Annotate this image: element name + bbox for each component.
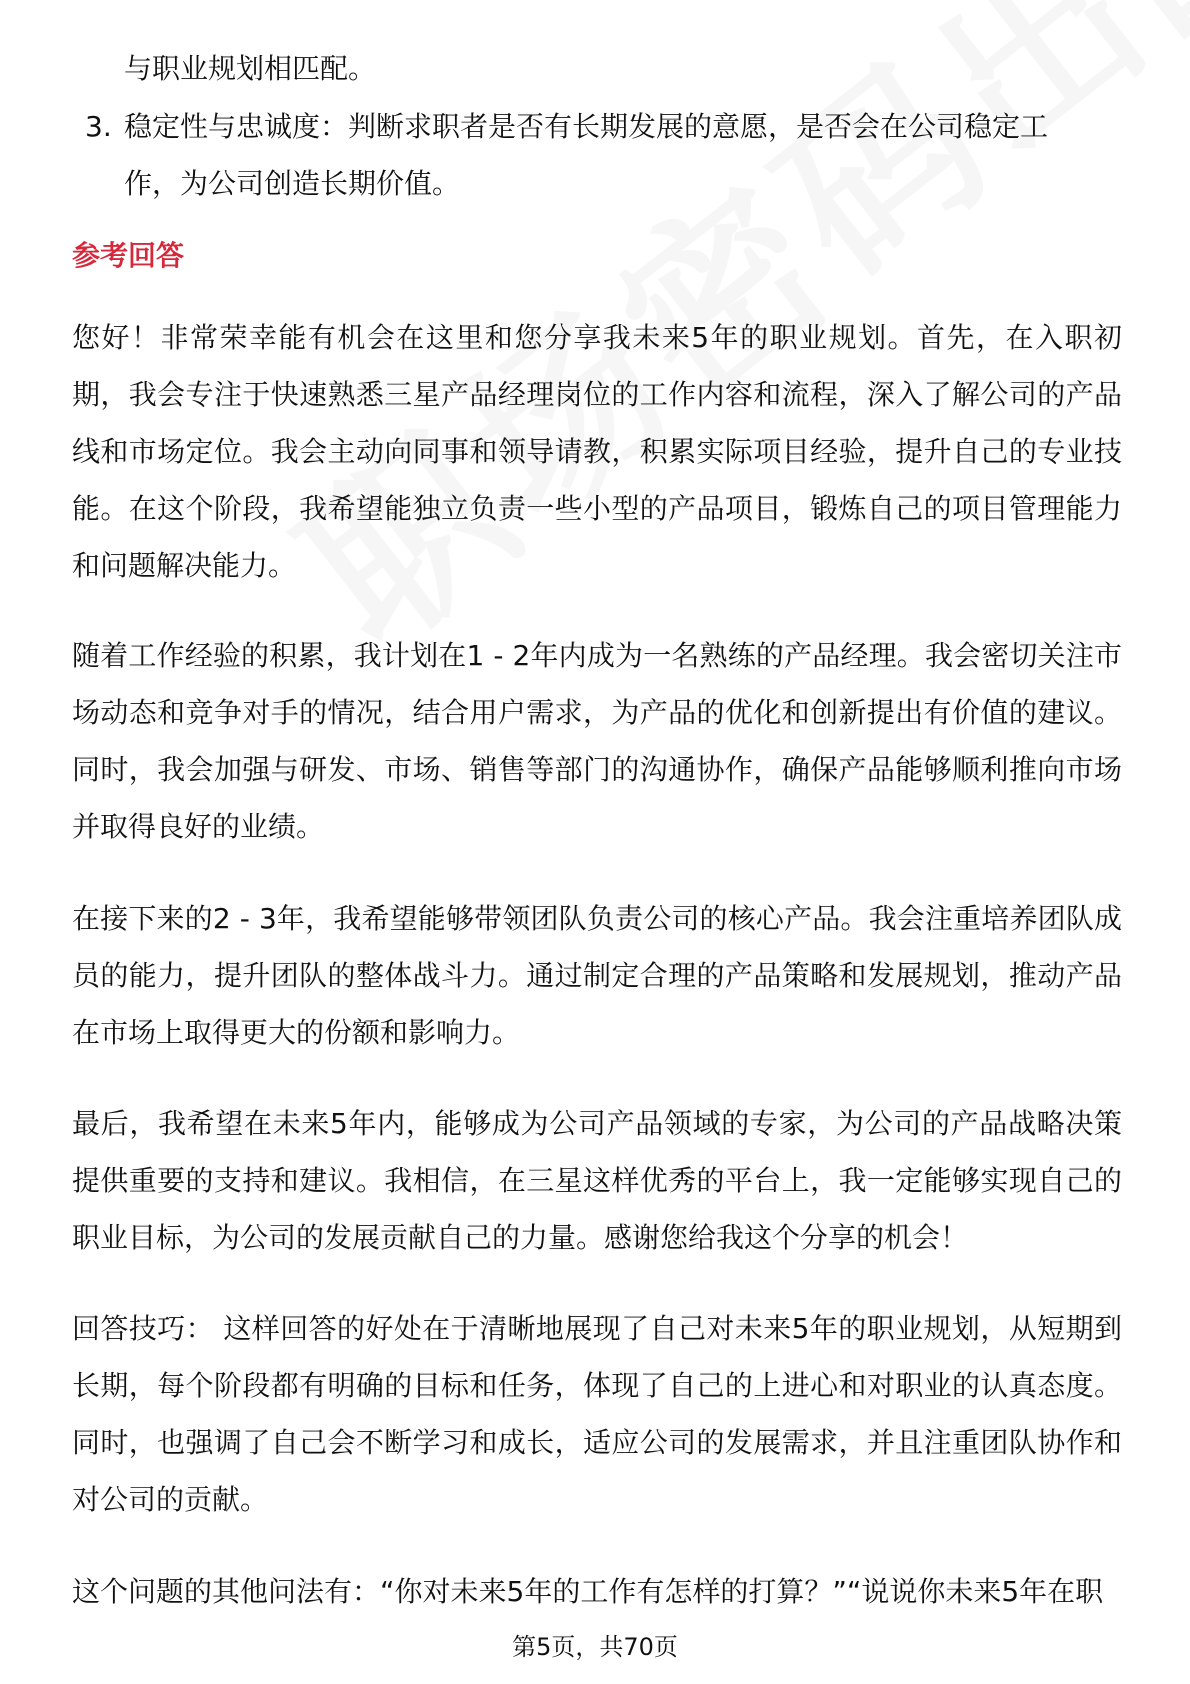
answer-tips-paragraph: 回答技巧： 这样回答的好处在于清晰地展现了自己对未来5年的职业规划，从短期到长期，每个阶段都有明确的目标和任务，体现了自己的上进心和对职业的认真态度。同时，也强调了自己会不断学习和成长，适应公司的发展需求，并且注重团队协作和对公司的贡献。 xyxy=(72,1312,1122,1516)
list-continuation-line: 与职业规划相匹配。 xyxy=(124,52,377,85)
section-title: 参考回答 xyxy=(72,239,185,272)
page-number-footer: 第5页，共70页 xyxy=(512,1633,678,1661)
answer-paragraph-3: 在接下来的2 - 3年，我希望能够带领团队负责公司的核心产品。我会注重培养团队成员的能力，提升团队的整体战斗力。通过制定合理的产品策略和发展规划，推动产品在市场上取得更大的份额和影响力。 xyxy=(72,902,1122,1049)
list-item-text: 稳定性与忠诚度：判断求职者是否有长期发展的意愿，是否会在公司稳定工作，为公司创造长期价值。 xyxy=(124,110,1049,200)
list-item-number: 3. xyxy=(85,110,112,143)
answer-paragraph-2: 随着工作经验的积累，我计划在1 - 2年内成为一名熟练的产品经理。我会密切关注市场动态和竞争对手的情况，结合用户需求，为产品的优化和创新提出有价值的建议。同时，我会加强与研发、市场、销售等部门的沟通协作，确保产品能够顺利推向市场并取得良好的业绩。 xyxy=(72,639,1122,843)
answer-paragraph-1: 您好！非常荣幸能有机会在这里和您分享我未来5年的职业规划。首先，在入职初期，我会专注于快速熟悉三星产品经理岗位的工作内容和流程，深入了解公司的产品线和市场定位。我会主动向同事和领导请教，积累实际项目经验，提升自己的专业技能。在这个阶段，我希望能独立负责一些小型的产品项目，锻炼自己的项目管理能力和问题解决能力。 xyxy=(72,321,1122,582)
alternate-questions-paragraph: 这个问题的其他问法有：“你对未来5年的工作有怎样的打算？”“说说你未来5年在职 xyxy=(72,1575,1104,1608)
list-item-3 xyxy=(85,98,1095,212)
answer-paragraph-4: 最后，我希望在未来5年内，能够成为公司产品领域的专家，为公司的产品战略决策提供重要的支持和建议。我相信，在三星这样优秀的平台上，我一定能够实现自己的职业目标，为公司的发展贡献自己的力量。感谢您给我这个分享的机会！ xyxy=(72,1107,1122,1254)
